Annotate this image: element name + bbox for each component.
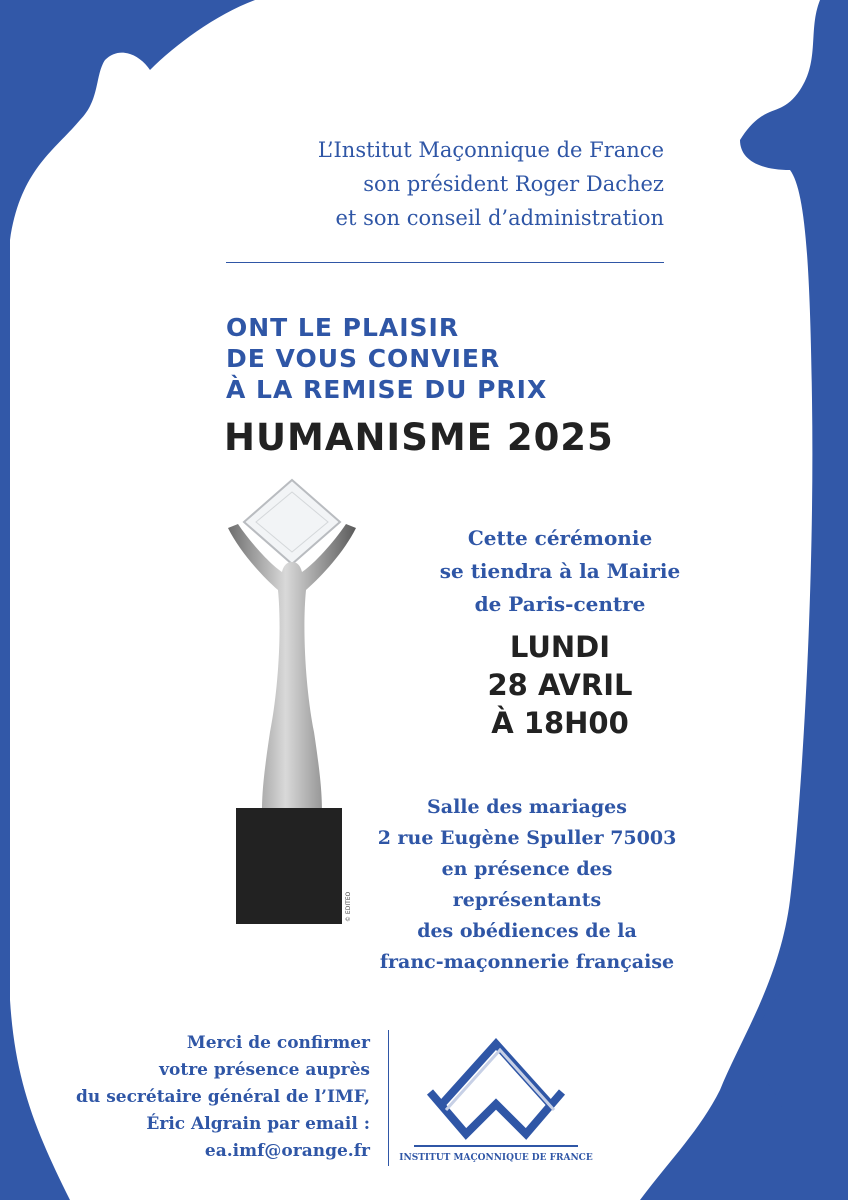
address-line-3: en présence des représentants <box>441 858 613 911</box>
venue-line-1: Cette cérémonie <box>467 526 653 550</box>
venue-line-2: se tiendra à la Mairie <box>439 559 681 583</box>
venue-line-3: de Paris-centre <box>474 592 646 616</box>
hosts-line-3: et son conseil d’administration <box>335 206 664 230</box>
rsvp-email-link[interactable]: ea.imf@orange.fr <box>204 1141 370 1161</box>
trophy-figure <box>228 524 356 812</box>
address-line-4: des obédiences de la <box>417 920 637 942</box>
venue-block <box>420 522 700 621</box>
rsvp-block <box>76 1030 370 1165</box>
rsvp-line-4: Éric Algrain par email : <box>146 1114 370 1134</box>
hosts-line-2: son président Roger Dachez <box>363 172 664 196</box>
hosts-line-1: L’Institut Maçonnique de France <box>317 138 664 162</box>
address-line-2: 2 rue Eugène Spuller 75003 <box>377 827 677 849</box>
imf-logo <box>399 1034 593 1164</box>
prize-title: HUMANISME 2025 <box>224 416 614 459</box>
address-line-1: Salle des mariages <box>427 796 627 818</box>
trophy-photo-credit: © EDITEO <box>345 891 352 922</box>
rsvp-line-2: votre présence auprès <box>159 1060 370 1080</box>
date-date: 28 AVRIL <box>487 668 633 702</box>
logo-caption: INSTITUT MAÇONNIQUE DE FRANCE <box>399 1153 593 1163</box>
trophy-base <box>236 808 342 924</box>
rsvp-divider <box>388 1030 389 1166</box>
rsvp-line-1: Merci de confirmer <box>186 1033 370 1053</box>
address-block <box>372 792 682 978</box>
date-time: À 18H00 <box>491 706 629 740</box>
invitation-line-2: DE VOUS CONVIER <box>226 344 501 373</box>
divider-rule <box>226 262 664 263</box>
address-line-5: franc-maçonnerie française <box>379 951 675 973</box>
invitation-line-3: À LA REMISE DU PRIX <box>226 375 548 404</box>
left-brush-shape <box>0 0 255 1200</box>
rsvp-line-3: du secrétaire général de l’IMF, <box>76 1087 370 1107</box>
invitation-headline <box>226 312 547 405</box>
hosts-block <box>318 133 664 235</box>
trophy-image <box>222 472 362 928</box>
date-day: LUNDI <box>509 630 611 664</box>
square-compass-icon <box>430 1044 562 1134</box>
date-block <box>420 628 700 742</box>
invitation-line-1: ONT LE PLAISIR <box>226 313 460 342</box>
